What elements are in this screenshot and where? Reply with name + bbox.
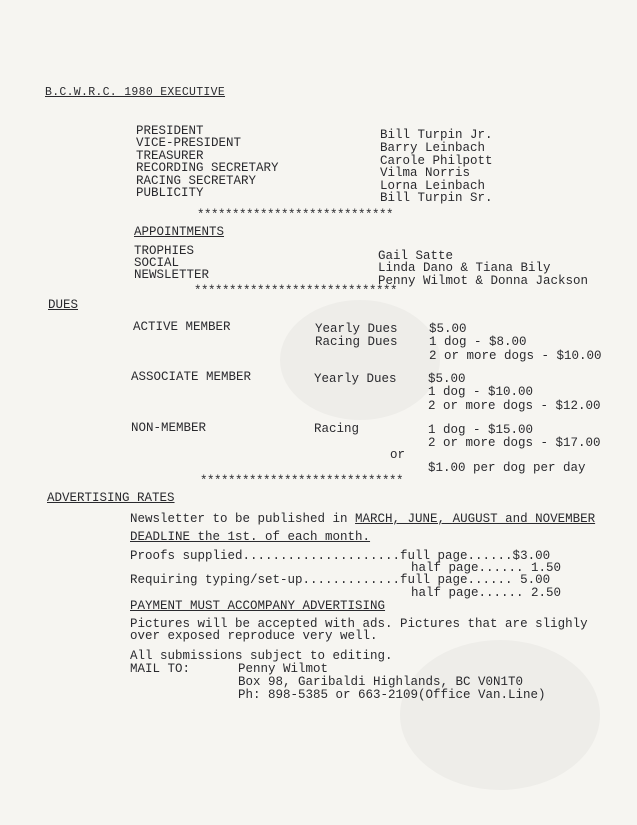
exec-name: Bill Turpin Jr.: [380, 128, 493, 142]
payment-notice: PAYMENT MUST ACCOMPANY ADVERTISING: [130, 599, 386, 613]
dues-value: 2 or more dogs - $12.00: [428, 399, 601, 413]
mail-name: Penny Wilmot: [238, 662, 329, 676]
appointment-name: Linda Dano & Tiana Bily: [378, 261, 551, 275]
appointments-heading: APPOINTMENTS: [134, 225, 225, 239]
exec-role: VICE-PRESIDENT: [136, 136, 242, 150]
exec-name: Vilma Norris: [380, 166, 471, 180]
dues-value: $1.00 per dog per day: [428, 461, 586, 475]
exec-name: Bill Turpin Sr.: [380, 191, 493, 205]
appointment-name: Penny Wilmot & Donna Jackson: [378, 274, 589, 288]
rate-line: Proofs supplied.....................full page......$3.00: [130, 549, 551, 563]
member-type-label: ASSOCIATE MEMBER: [131, 370, 252, 384]
dues-heading: DUES: [48, 298, 79, 312]
mail-to-label: MAIL TO:: [130, 662, 191, 676]
exec-role: PRESIDENT: [136, 124, 204, 138]
dues-value: $5.00: [428, 372, 466, 386]
dues-value: 1 dog - $10.00: [428, 385, 534, 399]
appointment-role: TROPHIES: [134, 244, 195, 258]
separator-stars: *****************************: [194, 284, 398, 298]
separator-stars: *****************************: [200, 474, 404, 488]
dues-value: 2 or more dogs - $10.00: [429, 349, 602, 363]
exec-role: TREASURER: [136, 149, 204, 163]
paper-smudge: [400, 640, 600, 790]
rate-line: half page...... 1.50: [411, 561, 562, 575]
exec-role: PUBLICITY: [136, 186, 204, 200]
rate-line: Requiring typing/set-up.............full page...... 5.00: [130, 573, 551, 587]
document-title: B.C.W.R.C. 1980 EXECUTIVE: [45, 86, 226, 99]
deadline-line: DEADLINE the 1st. of each month.: [130, 530, 371, 544]
dues-type-label: Yearly Dues: [315, 322, 398, 336]
member-type-label: NON-MEMBER: [131, 421, 207, 435]
publication-months: MARCH, JUNE, AUGUST and NOVEMBER: [355, 512, 596, 526]
exec-role: RECORDING SECRETARY: [136, 161, 279, 175]
rate-line: half page...... 2.50: [411, 586, 562, 600]
dues-type-label: Racing: [314, 422, 360, 436]
publication-prefix: Newsletter to be published in: [130, 512, 356, 526]
exec-name: Carole Philpott: [380, 154, 493, 168]
appointment-role: SOCIAL: [134, 256, 180, 270]
exec-role: RACING SECRETARY: [136, 174, 257, 188]
publication-line: [130, 513, 595, 526]
advertising-heading: ADVERTISING RATES: [47, 491, 175, 505]
or-text: or: [390, 448, 406, 462]
appointment-role: NEWSLETTER: [134, 268, 210, 282]
exec-name: Barry Leinbach: [380, 141, 486, 155]
pictures-note: over exposed reproduce very well.: [130, 629, 378, 643]
paper-smudge: [280, 300, 440, 420]
dues-type-label: Yearly Dues: [314, 372, 397, 386]
separator-stars: ****************************: [197, 208, 394, 222]
appointment-name: Gail Satte: [378, 249, 454, 263]
mail-address: Box 98, Garibaldi Highlands, BC V0N1T0: [238, 675, 524, 689]
member-type-label: ACTIVE MEMBER: [133, 320, 231, 334]
dues-type-label: Racing Dues: [315, 335, 398, 349]
dues-value: 1 dog - $15.00: [428, 423, 534, 437]
editing-note: All submissions subject to editing.: [130, 649, 393, 663]
dues-value: 1 dog - $8.00: [429, 335, 527, 349]
dues-value: 2 or more dogs - $17.00: [428, 436, 601, 450]
exec-name: Lorna Leinbach: [380, 179, 486, 193]
mail-phone: Ph: 898-5385 or 663-2109(Office Van.Line): [238, 688, 546, 702]
dues-value: $5.00: [429, 322, 467, 336]
pictures-note: Pictures will be accepted with ads. Pictures that are slighly: [130, 617, 588, 631]
